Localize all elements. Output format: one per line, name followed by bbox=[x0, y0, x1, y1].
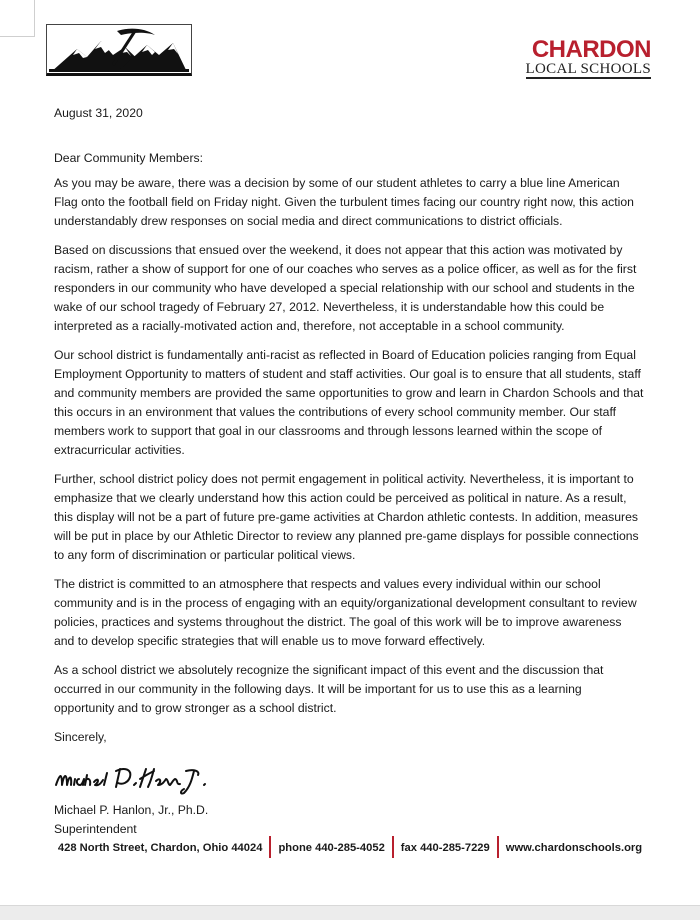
letter-body bbox=[54, 104, 644, 839]
mountain-logo-icon bbox=[47, 25, 191, 73]
paragraph-3: Our school district is fundamentally anti-racist as reflected in Board of Education policies ranging from Equal Employment Opportunity to matters of student and staff activities. Our goal is to ensure that all students, staff and community members are provided the same opportunities to grow and learn in Chardon Schools and that this occurs in an environment that values the contributions of every school community member. Our staff members work to support that goal in our classrooms and through lessons learned within the scope of extracurricular activities. bbox=[54, 348, 644, 457]
closing: Sincerely, bbox=[54, 730, 107, 744]
footer-fax: fax 440-285-7229 bbox=[400, 841, 490, 854]
paragraph-2: Based on discussions that ensued over the weekend, it does not appear that this action was motivated by racism, rather a show of support for one of our coaches who serves as a police officer, as well as for the first responders in our community who have developed a special relationship with our school and students in the wake of our school tragedy of February 27, 2012. Nevertheless, it is understandable how this could be interpreted as a racially-motivated action and, therefore, not acceptable in a school community. bbox=[54, 243, 637, 333]
brand-subtitle: LOCAL SCHOOLS bbox=[525, 61, 651, 77]
signatory-title: Superintendent bbox=[54, 822, 137, 836]
letter-date: August 31, 2020 bbox=[54, 106, 143, 120]
footer-address: 428 North Street, Chardon, Ohio 44024 bbox=[57, 841, 263, 854]
paragraph-6: As a school district we absolutely recognize the significant impact of this event and the discussion that occurred in our community in the following days. It will be important for us to use this as a learning opportunity and to grow stronger as a school district. bbox=[54, 663, 604, 715]
brand-name: CHARDON bbox=[531, 36, 651, 63]
paragraph-1: As you may be aware, there was a decision by some of our student athletes to carry a blue line American Flag onto the football field on Friday night. Given the turbulent times facing our country right now, this action understandably drew responses on social media and direct communications to district officials. bbox=[54, 176, 634, 228]
footer-website: www.chardonschools.org bbox=[505, 841, 643, 854]
page-corner-mark bbox=[0, 0, 35, 37]
salutation: Dear Community Members: bbox=[54, 151, 203, 165]
footer-divider bbox=[497, 836, 499, 858]
footer-divider bbox=[269, 836, 271, 858]
signature-icon bbox=[54, 755, 234, 797]
letterhead-footer bbox=[0, 837, 700, 859]
footer-divider bbox=[392, 836, 394, 858]
paragraph-5: The district is committed to an atmosphere that respects and values every individual within our school community and is in the process of engaging with an equity/organizational development consultant to review policies, practices and systems throughout the district. The goal of this work will be to improve awareness and to develop specific strategies that will enable us to move forward effectively. bbox=[54, 577, 637, 648]
paragraph-4: Further, school district policy does not permit engagement in political activity. Nevertheless, it is important to emphasize that we clearly understand how this action could be perceived as political in nature. As a result, this display will not be a part of future pre-game activities at Chardon athletic contests. In addition, measures will be put in place by our Athletic Director to review any planned pre-game displays for possible connections to any form of discrimination or particular political views. bbox=[54, 472, 639, 562]
signatory-name: Michael P. Hanlon, Jr., Ph.D. bbox=[54, 803, 209, 817]
viewer-bottom-edge bbox=[0, 905, 700, 920]
district-brand bbox=[526, 38, 651, 79]
footer-phone: phone 440-285-4052 bbox=[278, 841, 385, 854]
handwritten-signature bbox=[54, 755, 644, 797]
mountain-pickaxe-logo bbox=[46, 24, 192, 76]
